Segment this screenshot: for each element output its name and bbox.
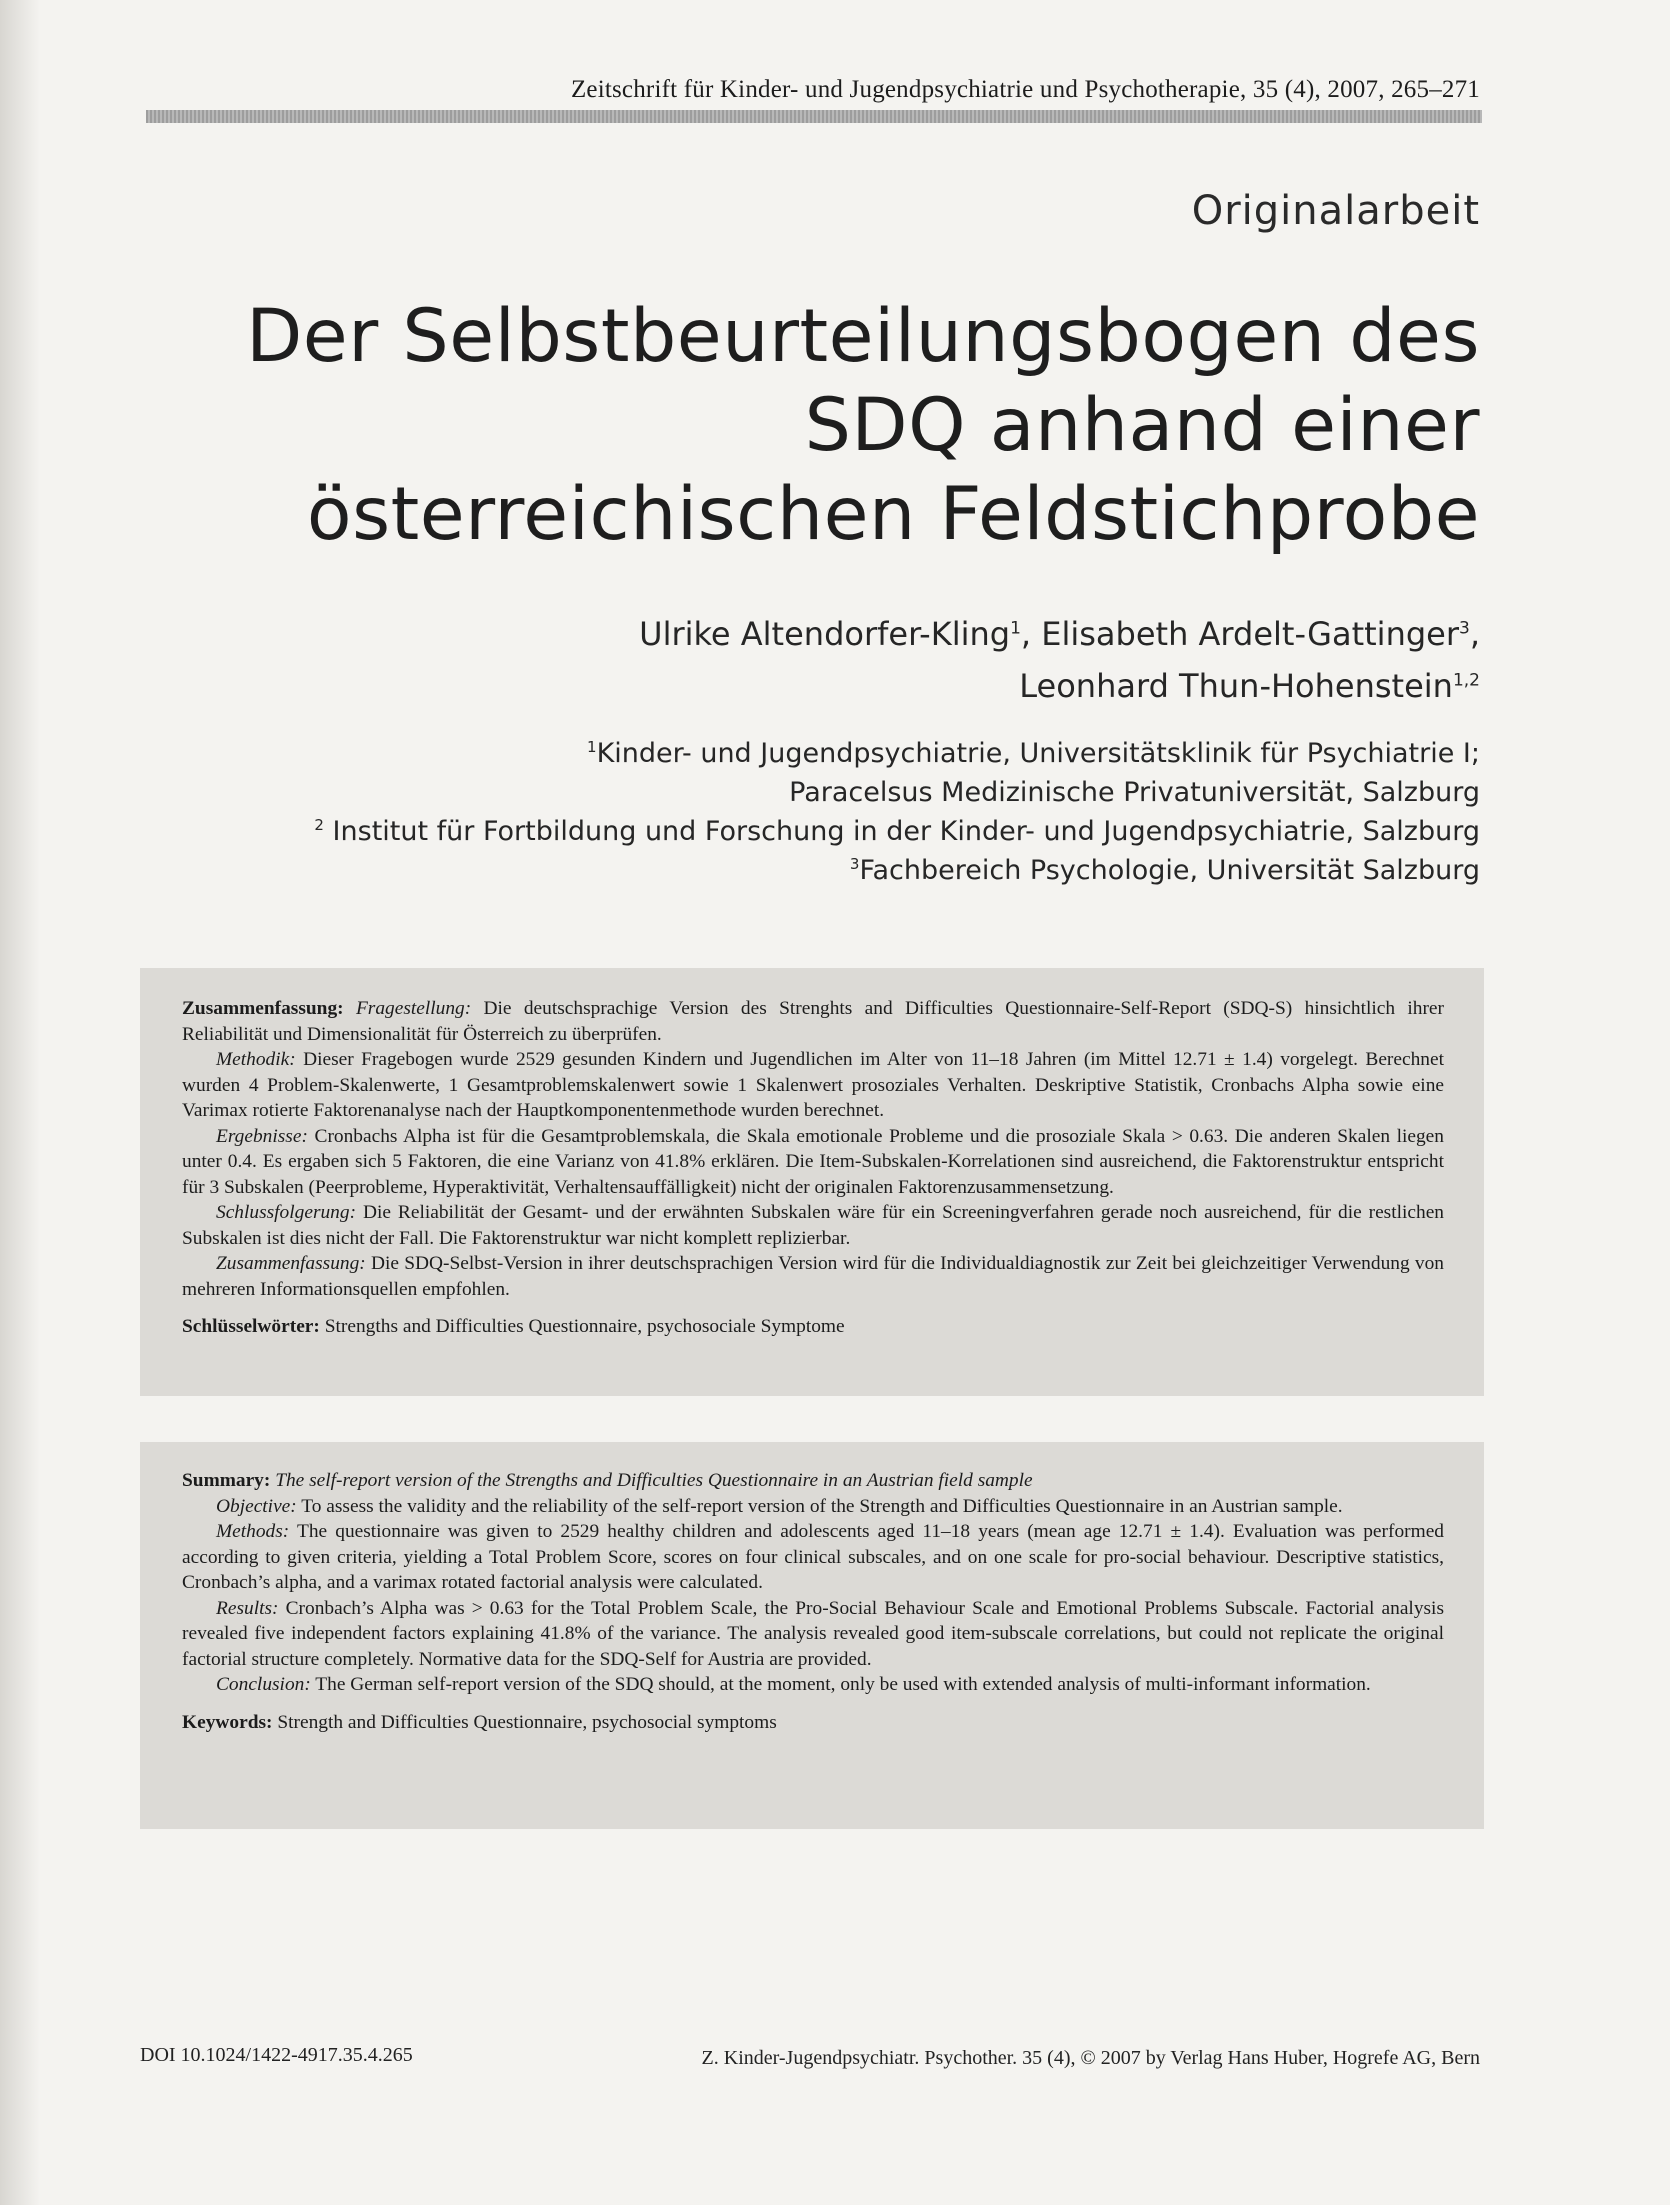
author-2-affiliation: 3 (1459, 618, 1470, 639)
abstract-en-keywords-label: Keywords: (182, 1711, 273, 1733)
header-rule (146, 110, 1482, 123)
abstract-en-methods (182, 1519, 1444, 1596)
abstract-de-results-label: Ergebnisse: (216, 1125, 308, 1147)
abstract-en-title-line (182, 1468, 1444, 1494)
journal-header: Zeitschrift für Kinder- und Jugendpsychiatrie und Psychotherapie, 35 (4), 2007, 265–271 (570, 76, 1480, 103)
affiliation-3 (280, 851, 1480, 890)
author-line-1: Ulrike Altendorfer-Kling$^1$, Elisabeth Ardelt-Gattinger$^3$, (639, 615, 1480, 653)
abstract-de-question (182, 996, 1444, 1047)
abstract-en-objective (182, 1494, 1444, 1520)
abstract-de-heading: Zusammenfassung: (182, 998, 344, 1019)
copyright-line: Z. Kinder-Jugendpsychiatr. Psychother. 35 (4), © 2007 by Verlag Hans Huber, Hogrefe AG, Bern (701, 2047, 1480, 2069)
affiliation-list (280, 734, 1480, 890)
abstract-en-objective-label: Objective: (216, 1495, 297, 1517)
affiliation-2-number: 2 (314, 816, 324, 834)
affiliation-1-text: Kinder- und Jugendpsychiatrie, Universitätsklinik für Psychiatrie I; (596, 738, 1480, 769)
abstract-en-objective-text: To assess the validity and the reliability of the self-report version of the Strength and Difficulties Questionnaire in an Austrian sample. (301, 1495, 1343, 1517)
title-line-3: österreichischen Feldstichprobe (306, 472, 1480, 557)
author-line-2 (380, 660, 1480, 712)
abstract-de-results (182, 1124, 1444, 1201)
article-type: Originalarbeit (1191, 188, 1480, 234)
author-list (380, 608, 1480, 712)
abstract-de-summary-label: Zusammenfassung: (216, 1253, 366, 1274)
abstract-de-method (182, 1047, 1444, 1124)
abstract-en-conclusion-text: The German self-report version of the SDQ should, at the moment, only be used with extended analysis of multi-informant information. (315, 1674, 1371, 1695)
abstract-de-keywords-text: Strengths and Difficulties Questionnaire, psychosociale Symptome (324, 1316, 845, 1337)
abstract-de-results-text: Cronbachs Alpha ist für die Gesamtproblemskala, die Skala emotionale Probleme und die prosoziale Skala > 0.63. Die anderen Skalen liegen unter 0.4. Es ergaben sich 5 Faktoren, die eine Varianz von 41.8% erklären. Die Item-Subskalen-Korrelationen sind ausreichend, die Faktorenstruktur entspricht für 3 Subskalen (Peerprobleme, Hyperaktivität, Verhaltensauffälligkeit) nicht der originalen Faktorenzusammensetzung. (182, 1125, 1444, 1198)
abstract-de-summary (182, 1251, 1444, 1302)
abstract-de-keywords-label: Schlüsselwörter: (182, 1316, 320, 1337)
abstract-english (140, 1442, 1484, 1829)
abstract-en-keywords-text: Strength and Difficulties Questionnaire, psychosocial symptoms (277, 1711, 777, 1733)
author-3: Leonhard Thun-Hohenstein (1019, 667, 1453, 705)
abstract-en-methods-label: Methods: (216, 1521, 290, 1542)
affiliation-3-text: Fachbereich Psychologie, Universität Salzburg (859, 855, 1480, 886)
abstract-en-conclusion-label: Conclusion: (216, 1674, 311, 1695)
abstract-en-title: The self-report version of the Strengths and Difficulties Questionnaire in an Austrian field sample (275, 1470, 1033, 1491)
abstract-de-conclusion (182, 1200, 1444, 1251)
abstract-en-heading: Summary: (182, 1470, 271, 1491)
page-edge-shadow (0, 0, 40, 2205)
abstract-de-method-label: Methodik: (216, 1049, 296, 1070)
abstract-en-keywords (182, 1710, 1444, 1736)
abstract-de-conclusion-text: Die Reliabilität der Gesamt- und der erwähnten Subskalen wäre für ein Screeningverfahren gerade noch ausreichend, für die restlichen Subskalen ist dies nicht der Fall. Die Faktorenstruktur war nicht komplett replizierbar. (182, 1202, 1444, 1249)
affiliation-2-text: Institut für Fortbildung und Forschung in der Kinder- und Jugendpsychiatrie, Salzburg (332, 816, 1480, 847)
doi: DOI 10.1024/1422-4917.35.4.265 (140, 2044, 413, 2066)
abstract-en-methods-text: The questionnaire was given to 2529 healthy children and adolescents aged 11–18 years (mean age 12.71 ± 1.4). Evaluation was performed according to given criteria, yielding a Total Problem Score, scores on four clinical subscales, and on one scale for pro-social behaviour. Descriptive statistics, Cronbach’s alpha, and a varimax rotated factorial analysis were calculated. (182, 1521, 1444, 1593)
abstract-en-results (182, 1596, 1444, 1673)
abstract-de-method-text: Dieser Fragebogen wurde 2529 gesunden Kindern und Jugendlichen im Alter von 11–18 Jahren (im Mittel 12.71 ± 1.4) vorgelegt. Berechnet wurden 4 Problem-Skalenwerte, 1 Gesamtproblemskalenwert sowie 1 Skalenwert prosoziales Verhalten. Deskriptive Statistik, Cronbachs Alpha sowie eine Varimax rotierte Faktorenanalyse nach der Hauptkomponentenmethode wurden berechnet. (182, 1049, 1444, 1121)
author-1-affiliation: 1 (1010, 618, 1021, 639)
abstract-de-question-text: Die deutschsprachige Version des Strenghts and Difficulties Questionnaire-Self-Report (SDQ-S) hinsichtlich ihrer Reliabilität und Dimensionalität für Österreich zu überprüfen. (182, 998, 1444, 1045)
affiliation-1-line-1 (280, 734, 1480, 773)
affiliation-3-number: 3 (849, 855, 860, 873)
abstract-de-question-label: Fragestellung: (355, 998, 472, 1019)
title-line-1: Der Selbstbeurteilungsbogen des (246, 294, 1480, 379)
abstract-en-conclusion (182, 1672, 1444, 1698)
affiliation-1-number: 1 (587, 738, 597, 756)
abstract-de-summary-text: Die SDQ-Selbst-Version in ihrer deutschsprachigen Version wird für die Individualdiagnostik zur Zeit bei gleichzeitiger Verwendung von mehreren Informationsquellen empfohlen. (182, 1253, 1444, 1300)
abstract-de-conclusion-label: Schlussfolgerung: (216, 1202, 357, 1223)
author-2: Elisabeth Ardelt-Gattinger (1041, 615, 1459, 653)
abstract-de-keywords (182, 1314, 1444, 1340)
article-title (200, 292, 1480, 559)
affiliation-2 (280, 812, 1480, 851)
abstract-en-results-label: Results: (216, 1597, 279, 1619)
title-line-2: SDQ anhand einer (804, 383, 1480, 468)
abstract-german (140, 968, 1484, 1396)
author-1: Ulrike Altendorfer-Kling (639, 615, 1011, 653)
abstract-en-results-text: Cronbach’s Alpha was > 0.63 for the Total Problem Scale, the Pro-Social Behaviour Scale and Emotional Problems Subscale. Factorial analysis revealed five independent factors explaining 41.8% of the variance. The analysis revealed good item-subscale correlations, but could not replicate the original factorial structure completely. Normative data for the SDQ-Self for Austria are provided. (182, 1597, 1444, 1670)
affiliation-1-line-2: Paracelsus Medizinische Privatuniversität, Salzburg (789, 777, 1480, 808)
author-3-affiliation: 1,2 (1452, 670, 1480, 691)
